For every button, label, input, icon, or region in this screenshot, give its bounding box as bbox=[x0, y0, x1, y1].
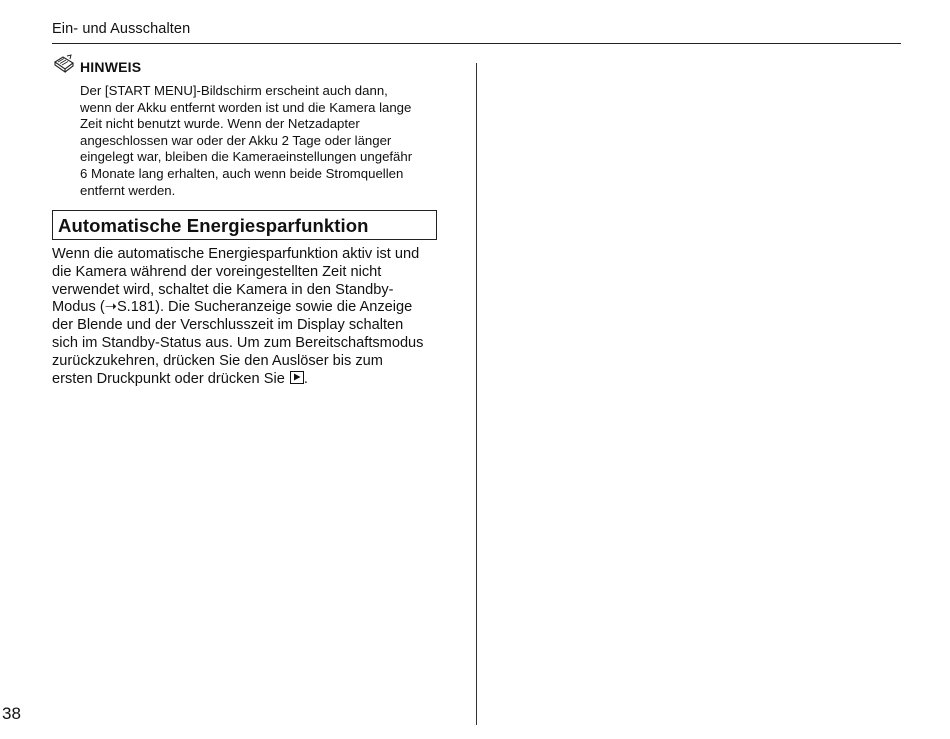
playback-button-icon bbox=[290, 371, 304, 384]
page-number: 38 bbox=[2, 704, 21, 723]
note-line: angeschlossen war oder der Akku 2 Tage oder länger bbox=[80, 132, 392, 148]
note-line: 6 Monate lang erhalten, auch wenn beide Stromquellen bbox=[80, 165, 404, 181]
body-line: Wenn die automatische Energiesparfunktion aktiv ist und bbox=[52, 246, 420, 262]
body-line: Modus (➝S.181). Die Sucheranzeige sowie die Anzeige bbox=[52, 299, 413, 316]
note-line: Der [START MENU]-Bildschirm erscheint auch dann, bbox=[80, 83, 388, 98]
body-line: die Kamera während der voreingestellten Zeit nicht bbox=[52, 263, 382, 280]
body-line-last-end: . bbox=[303, 370, 308, 387]
note-icon bbox=[52, 54, 76, 76]
header-rule bbox=[52, 43, 901, 44]
section-heading-box bbox=[52, 210, 437, 240]
body-line: zurückzukehren, drücken Sie den Auslöser bis zum bbox=[52, 352, 383, 369]
body-line: sich im Standby-Status aus. Um zum Bereitschaftsmodus bbox=[52, 334, 424, 351]
note-title: HINWEIS bbox=[80, 59, 142, 75]
note-body bbox=[80, 83, 442, 199]
column-divider bbox=[476, 63, 477, 725]
section-heading: Automatische Energiesparfunktion bbox=[58, 215, 369, 236]
note-line: Zeit nicht benutzt wurde. Wenn der Netzadapter bbox=[80, 116, 360, 132]
note-line: entfernt werden. bbox=[80, 182, 176, 198]
running-header: Ein- und Ausschalten bbox=[52, 21, 191, 37]
section-body bbox=[52, 246, 452, 388]
body-line: verwendet wird, schaltet die Kamera in den Standby- bbox=[52, 281, 394, 298]
note-line: wenn der Akku entfernt worden ist und die Kamera lange bbox=[80, 99, 412, 115]
body-line-last-text: ersten Druckpunkt oder drücken Sie bbox=[52, 370, 285, 387]
body-line: der Blende und der Verschlusszeit im Display schalten bbox=[52, 317, 404, 334]
body-line-last bbox=[52, 371, 452, 389]
note-line: eingelegt war, bleiben die Kameraeinstellungen ungefähr bbox=[80, 149, 413, 165]
